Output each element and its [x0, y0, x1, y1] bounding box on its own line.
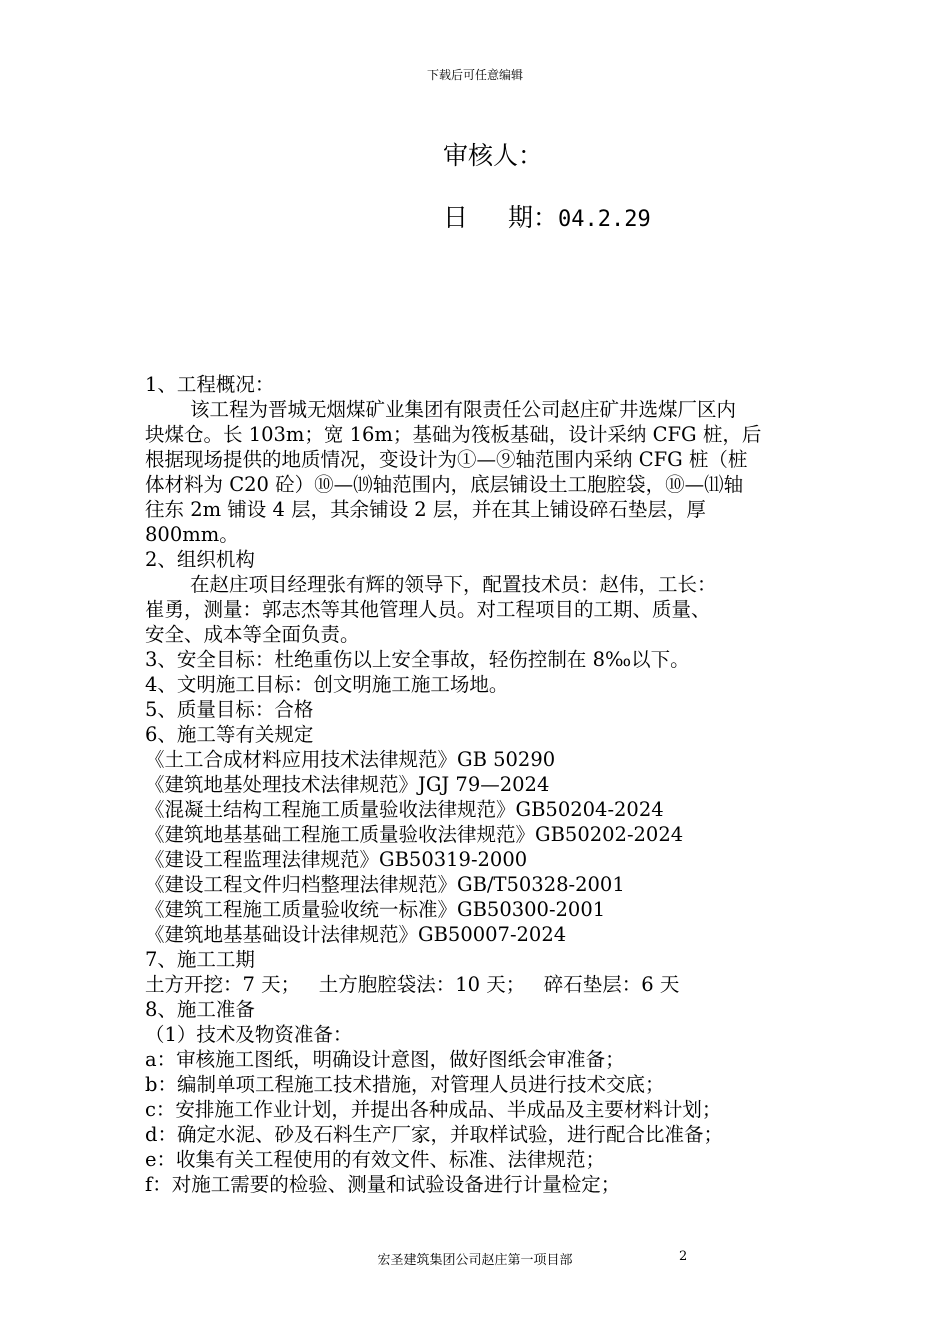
standard-item: 《土工合成材料应用技术法律规范》GB 50290: [145, 748, 556, 771]
safety-goal: 3、安全目标：杜绝重伤以上安全事故，轻伤控制在 8‰以下。: [145, 648, 690, 671]
subsection-title: （1）技术及物资准备：: [145, 1023, 353, 1046]
paragraph-line: 块煤仓。长 103m；宽 16m；基础为筏板基础，设计采纳 CFG 桩，后: [145, 423, 762, 446]
civilized-goal: 4、文明施工目标：创文明施工施工场地。: [145, 673, 509, 696]
paragraph-line: 往东 2m 铺设 4 层，其余铺设 2 层，并在其上铺设碎石垫层，厚: [145, 498, 706, 521]
standard-item: 《建筑地基处理技术法律规范》JGJ 79—2024: [145, 773, 550, 796]
standard-item: 《建设工程监理法律规范》GB50319-2000: [145, 848, 528, 871]
header-note: 下载后可任意编辑: [426, 68, 523, 82]
reviewer-label: 审核人：: [443, 141, 544, 170]
paragraph-line: 安全、成本等全面负责。: [145, 623, 360, 646]
prep-item: e：收集有关工程使用的有效文件、标准、法律规范；: [145, 1148, 606, 1171]
section-title: 6、施工等有关规定: [145, 723, 314, 746]
prep-item: f：对施工需要的检验、测量和试验设备进行计量检定；: [145, 1173, 621, 1196]
paragraph-line: 在赵庄项目经理张有辉的领导下，配置技术员：赵伟，工长：: [190, 573, 717, 596]
standard-item: 《建筑地基基础设计法律规范》GB50007-2024: [145, 923, 567, 946]
section-title: 2、组织机构: [145, 548, 255, 571]
paragraph-line: 800mm。: [145, 523, 239, 546]
prep-item: a：审核施工图纸，明确设计意图，做好图纸会审准备；: [145, 1048, 625, 1071]
prep-item: d：确定水泥、砂及石料生产厂家，并取样试验，进行配合比准备；: [145, 1123, 723, 1146]
section-title: 7、施工工期: [145, 948, 255, 971]
section-title: 8、施工准备: [145, 998, 255, 1021]
paragraph-line: 该工程为晋城无烟煤矿业集团有限责任公司赵庄矿井选煤厂区内: [190, 398, 737, 421]
standard-item: 《建筑工程施工质量验收统一标准》GB50300-2001: [145, 898, 606, 921]
standard-item: 《建筑地基基础工程施工质量验收法律规范》GB50202-2024: [145, 823, 684, 846]
footer-company: 宏圣建筑集团公司赵庄第一项目部: [377, 1253, 573, 1268]
date-label-2: 期：: [508, 203, 559, 232]
schedule-line: 土方开挖：7 天； 土方胞腔袋法：10 天； 碎石垫层：6 天: [145, 973, 680, 996]
section-title: 1、工程概况：: [145, 373, 275, 396]
prep-item: c：安排施工作业计划，并提出各种成品、半成品及主要材料计划；: [145, 1098, 722, 1121]
page-number: 2: [679, 1249, 688, 1264]
quality-goal: 5、质量目标：合格: [145, 698, 314, 721]
date-label-1: 日: [443, 203, 469, 232]
document-body: [145, 372, 815, 1197]
date-value: 04.2.29: [558, 207, 651, 232]
standard-item: 《建设工程文件归档整理法律规范》GB/T50328-2001: [145, 873, 625, 896]
standard-item: 《混凝土结构工程施工质量验收法律规范》GB50204-2024: [145, 798, 664, 821]
paragraph-line: 体材料为 C20 砼）⑩—⒆轴范围内，底层铺设土工胞腔袋，⑩—⑾轴: [145, 473, 744, 496]
paragraph-line: 根据现场提供的地质情况，变设计为①—⑨轴范围内采纳 CFG 桩（桩: [145, 448, 748, 471]
date-line: [443, 198, 651, 234]
paragraph-line: 崔勇，测量：郭志杰等其他管理人员。对工程项目的工期、质量、: [145, 598, 711, 621]
prep-item: b：编制单项工程施工技术措施，对管理人员进行技术交底；: [145, 1073, 665, 1096]
